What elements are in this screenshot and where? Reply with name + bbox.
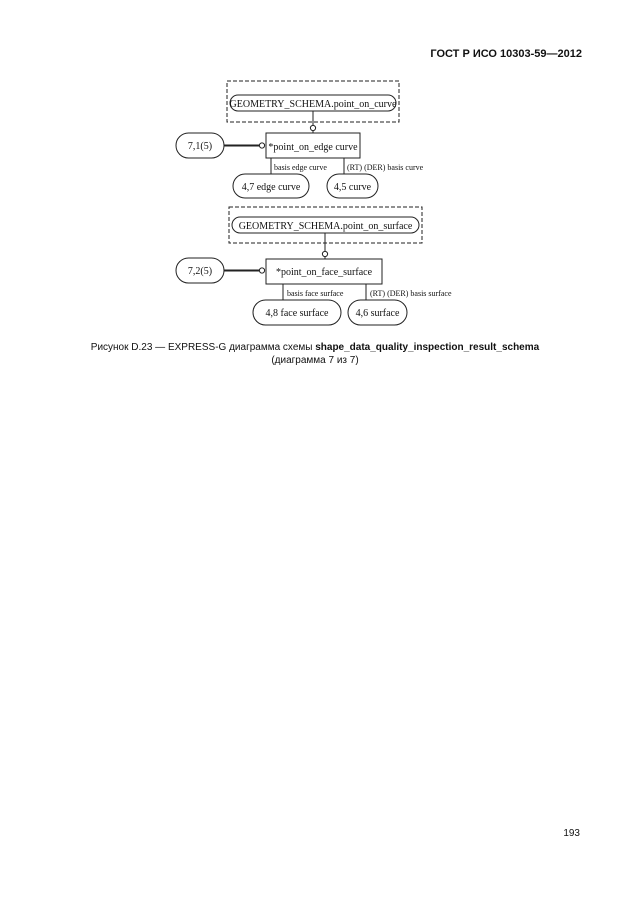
attr-label-left-top: basis edge curve — [274, 163, 327, 172]
connector-circle-top — [310, 125, 315, 130]
express-g-diagram — [0, 0, 630, 340]
page-ref-label-top: 7,1(5) — [187, 141, 213, 152]
caption-schema-name: shape_data_quality_inspection_result_schema — [315, 342, 540, 353]
attr-label-left-bottom: basis face surface — [287, 289, 344, 298]
page-ref-circle-top — [259, 143, 264, 148]
diagram-group-bottom — [176, 207, 452, 325]
ref-label-left-top: 4,7 edge curve — [241, 182, 301, 193]
ref-label-left-bottom: 4,8 face surface — [265, 308, 329, 319]
entity-label-bottom: *point_on_face_surface — [275, 267, 373, 278]
page-number: 193 — [563, 828, 580, 839]
figure-caption-line2: (диаграмма 7 из 7) — [271, 355, 359, 366]
caption-prefix: Рисунок D.23 — EXPRESS-G диаграмма схемы — [90, 342, 316, 353]
ref-label-right-bottom: 4,6 surface — [355, 308, 400, 319]
document-header: ГОСТ Р ИСО 10303-59—2012 — [430, 48, 582, 60]
page-ref-label-bottom: 7,2(5) — [187, 266, 213, 277]
schema-ref-bottom: GEOMETRY_SCHEMA.point_on_surface — [238, 221, 413, 232]
diagram-group-top — [176, 81, 424, 198]
ref-label-right-top: 4,5 curve — [333, 182, 372, 193]
schema-ref-top: GEOMETRY_SCHEMA.point_on_curve — [229, 99, 397, 110]
attr-label-right-bottom: (RT) (DER) basis surface — [370, 289, 452, 298]
page-ref-circle-bottom — [259, 268, 264, 273]
entity-label-top: *point_on_edge curve — [268, 142, 358, 153]
attr-label-right-top: (RT) (DER) basis curve — [347, 163, 424, 172]
connector-circle-bottom — [322, 251, 327, 256]
figure-caption — [0, 342, 630, 353]
